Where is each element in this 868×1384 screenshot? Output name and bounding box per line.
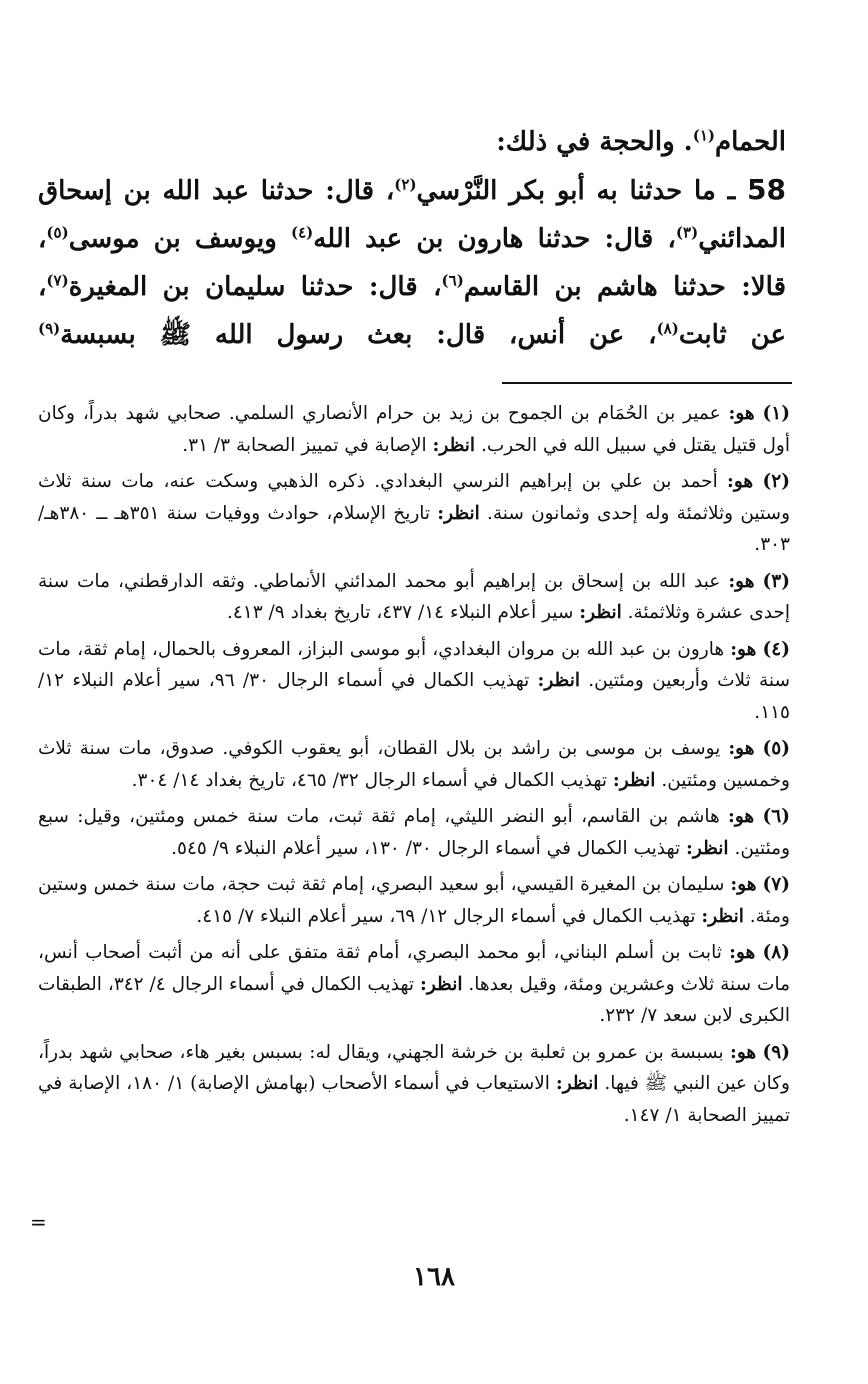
footnote-9	[38, 1037, 790, 1132]
footnote-text: ثابت بن أسلم البناني، أبو محمد البصري، أمام ثقة متفق على أنه من أثبت أصحاب أنس، مات سنة ثلاث وعشرين ومئة، وقيل بعدها.	[38, 942, 790, 995]
footnote-text: سليمان بن المغيرة القيسي، أبو سعيد البصري، إمام ثقة ثبت حجة، مات سنة خمس وستين ومئة.	[38, 874, 790, 927]
footnote-number: (١)	[762, 403, 790, 424]
main-line-4	[38, 263, 786, 311]
footnote-see-label: انظر:	[701, 905, 744, 927]
footnote-text: يوسف بن موسى بن راشد بن بلال القطان، أبو يعقوب الكوفي. صدوق، مات سنة ثلاث وخمسين ومئتين.	[38, 738, 790, 791]
footnote-see-label: انظر:	[612, 769, 656, 791]
main-line-2-a: ـ ما حدثنا به أبو بكر النَّرْسي	[416, 176, 748, 206]
footnotes	[38, 398, 790, 1136]
footnote-text: أحمد بن علي بن إبراهيم النرسي البغدادي. ذكره الذهبي وسكت عنه، مات سنة ثلاث وستين وثلاثمئة وله إحدى وثمانون سنة.	[38, 471, 790, 524]
footnote-text: بسبسة بن عمرو بن ثعلبة بن خرشة الجهني، ويقال له: بسبس بغير هاء، صحابي شهد بدراً، وكان عين النبي ﷺ فيها.	[38, 1041, 790, 1094]
footnote-label: هو:	[730, 1041, 757, 1063]
footnote-ref-7[interactable]: (٧)	[46, 271, 69, 290]
footnote-ref-2[interactable]: (٢)	[394, 175, 417, 194]
footnote-see-label: انظر:	[686, 837, 729, 859]
footnote-number: (٥)	[762, 738, 790, 759]
footnote-label: هو:	[730, 874, 757, 895]
footnote-text: هارون بن عبد الله بن مروان البغدادي، أبو موسى البزاز، المعروف بالحمال، إمام ثقة، مات سنة ثلاث وأربعين ومئتين.	[38, 638, 790, 691]
main-line-4-c: ،	[38, 272, 47, 302]
footnote-8	[38, 937, 790, 1032]
footnote-see-label: انظر:	[432, 434, 476, 456]
footnote-6	[38, 801, 790, 864]
footnote-1	[38, 398, 790, 461]
footnote-reference: تهذيب الكمال في أسماء الرجال ٣٢/ ٤٦٥، تاريخ بغداد ١٤/ ٣٠٤.	[131, 769, 613, 791]
footnote-number: (٧)	[762, 874, 790, 895]
footnote-reference: الإصابة في تمييز الصحابة ٣/ ٣١.	[182, 434, 433, 456]
footnote-reference: تهذيب الكمال في أسماء الرجال ١٢/ ٦٩، سير أعلام النبلاء ٧/ ٤١٥.	[196, 905, 702, 927]
footnote-4	[38, 634, 790, 729]
footnote-3	[38, 566, 790, 629]
page-number: ١٦٨	[413, 1262, 455, 1292]
main-line-3-a: المدائني	[698, 224, 786, 254]
footnote-see-label: انظر:	[555, 1073, 599, 1094]
main-line-1-b: . والحجة في ذلك:	[496, 127, 693, 157]
footnote-reference: تهذيب الكمال في أسماء الرجال ٣٠/ ٩٦، سير أعلام النبلاء ١٢/ ١١٥.	[38, 670, 790, 723]
main-line-3-c: ويوسف بن موسى	[68, 224, 291, 254]
main-line-2	[38, 166, 786, 215]
footnote-text: عبد الله بن إسحاق بن إبراهيم أبو محمد المدائني الأنماطي. وثقه الدارقطني، مات سنة إحدى عشرة وثلاثمئة.	[38, 570, 790, 623]
main-line-3-d: ،	[38, 224, 47, 254]
footnote-number: (٤)	[762, 638, 790, 660]
footnote-see-label: انظر:	[437, 502, 480, 524]
footnote-ref-5[interactable]: (٥)	[46, 223, 69, 242]
main-line-3	[38, 215, 786, 263]
footnote-ref-4[interactable]: (٤)	[291, 223, 314, 242]
main-line-1-a: الحمام	[715, 127, 786, 157]
main-line-5-a: عن ثابت	[678, 320, 786, 350]
footnote-number: (٦)	[762, 806, 790, 827]
footnote-ref-6[interactable]: (٦)	[441, 271, 464, 290]
footnote-number: (٨)	[762, 942, 790, 963]
footnote-separator	[502, 382, 792, 384]
footnote-text: عمير بن الحُمَام بن الجموح بن زيد بن حرام الأنصاري السلمي. صحابي شهد بدراً، وكان أول قتيل يقتل في سبيل الله في الحرب.	[38, 403, 790, 456]
footnote-reference: تهذيب الكمال في أسماء الرجال ٤/ ٣٤٢، الطبقات الكبرى لابن سعد ٧/ ٢٣٢.	[38, 973, 790, 1026]
footnote-ref-9[interactable]: (٩)	[38, 319, 61, 338]
footnote-label: هو:	[728, 738, 755, 759]
hadith-number: 58	[747, 173, 786, 206]
footnote-label: هو:	[729, 942, 756, 963]
footnote-see-label: انظر:	[537, 670, 581, 691]
footnote-number: (٩)	[762, 1041, 790, 1063]
footnote-number: (٢)	[762, 471, 790, 492]
footnote-label: هو:	[728, 403, 755, 424]
footnote-see-label: انظر:	[419, 973, 463, 995]
footnote-label: هو:	[728, 570, 755, 592]
footnote-5	[38, 733, 790, 796]
footnote-7	[38, 869, 790, 932]
footnote-see-label: انظر:	[579, 602, 622, 623]
footnote-reference: الاستيعاب في أسماء الأصحاب (بهامش الإصابة) ١/ ١٨٠، الإصابة في تمييز الصحابة ١/ ١٤٧.	[38, 1073, 790, 1126]
main-line-2-b: ، قال: حدثنا عبد الله بن إسحاق	[38, 176, 395, 206]
continuation-mark: =	[30, 1210, 47, 1234]
footnote-label: هو:	[728, 806, 755, 827]
main-text	[38, 118, 786, 359]
main-line-5-b: ، عن أنس، قال: بعث رسول الله ﷺ بسبسة	[60, 320, 657, 350]
footnote-number: (٣)	[762, 570, 790, 592]
main-line-5	[38, 311, 786, 359]
footnote-ref-8[interactable]: (٨)	[656, 319, 679, 338]
main-line-4-a: قالا: حدثنا هاشم بن القاسم	[463, 272, 787, 302]
footnote-reference: تهذيب الكمال في أسماء الرجال ٣٠/ ١٣٠، سير أعلام النبلاء ٩/ ٥٤٥.	[171, 837, 687, 859]
footnote-label: هو:	[730, 638, 757, 660]
main-line-3-b: ، قال: حدثنا هارون بن عبد الله	[313, 224, 676, 254]
footnote-ref-1[interactable]: (١)	[692, 126, 716, 145]
footnote-reference: سير أعلام النبلاء ١٤/ ٤٣٧، تاريخ بغداد ٩/ ٤١٣.	[226, 602, 580, 623]
main-line-1	[38, 118, 786, 166]
main-line-4-b: ، قال: حدثنا سليمان بن المغيرة	[68, 272, 442, 302]
footnote-reference: تاريخ الإسلام، حوادث ووفيات سنة ٣٥١هـ ــ ٣٨٠هـ/ ٣٠٣.	[38, 502, 790, 555]
footnote-text: هاشم بن القاسم، أبو النضر الليثي، إمام ثقة ثبت، مات سنة خمس ومئتين، وقيل: سبع ومئتين.	[38, 806, 790, 859]
footnote-2	[38, 466, 790, 561]
footnote-label: هو:	[727, 471, 754, 492]
footnote-ref-3[interactable]: (٣)	[675, 223, 699, 242]
